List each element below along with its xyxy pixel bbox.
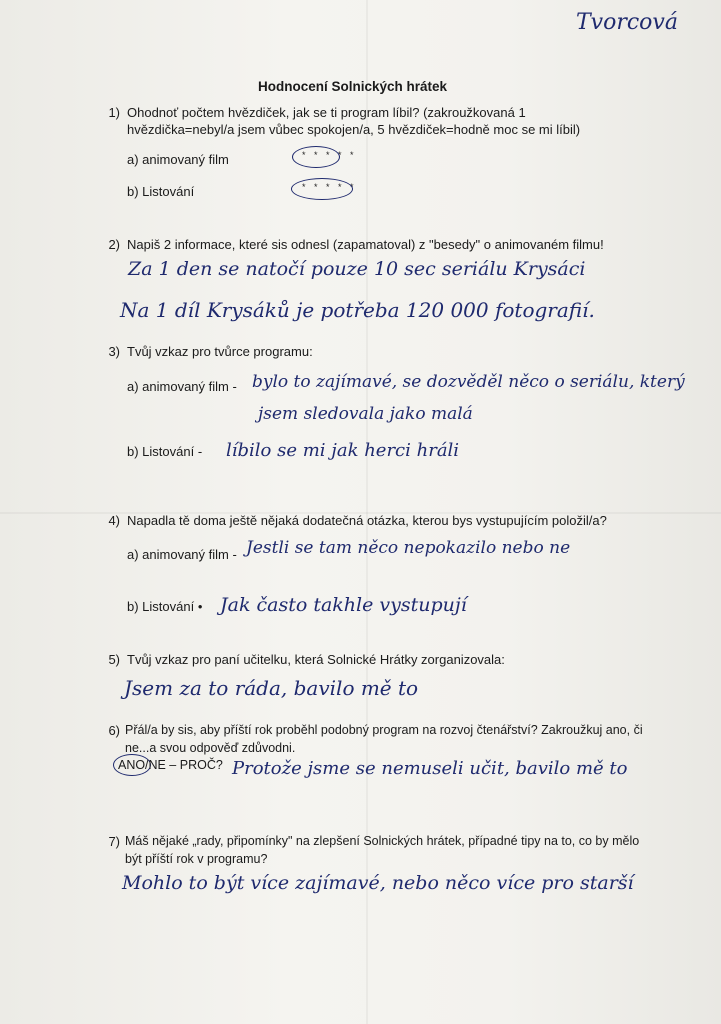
- q7-question-line-1: Máš nějaké „rady, připomínky" na zlepšení Solnických hrátek, případné tipy na to, co by mělo: [125, 834, 640, 848]
- q7-question-line-2: být příští rok v programu?: [125, 852, 268, 866]
- q3-number: 3): [108, 344, 120, 359]
- q5-number: 5): [108, 652, 120, 667]
- q1b-rating-circle: [291, 178, 353, 200]
- q1a-rating-circle: [292, 146, 340, 168]
- q3a-answer-line-2: jsem sledovala jako malá: [258, 404, 473, 424]
- q1a-label: a) animovaný film: [127, 152, 229, 167]
- q4a-answer: Jestli se tam něco nepokazilo nebo ne: [246, 538, 571, 558]
- q3-question: Tvůj vzkaz pro tvůrce programu:: [127, 344, 313, 359]
- q3b-label: b) Listování -: [127, 444, 203, 459]
- q7-number: 7): [108, 834, 120, 849]
- q6-number: 6): [108, 723, 120, 738]
- q4b-label: b) Listování •: [127, 599, 203, 614]
- student-signature: Tvorcová: [576, 10, 678, 35]
- q6-question-line-1: Přál/a by sis, aby příští rok proběhl podobný program na rozvoj čtenářství? Zakroužkuj ano, či: [125, 723, 643, 737]
- q2-question: Napiš 2 informace, které sis odnesl (zapamatoval) z "besedy" o animovaném filmu!: [127, 237, 604, 252]
- q1-question: Ohodnoť počtem hvězdiček, jak se ti program líbil? (zakroužkovaná 1 hvězdička=nebyl/a jsem vůbec spokojen/a, 5 hvězdiček=hodně moc se mi líbil): [127, 105, 581, 137]
- q1b-stars: * * * * *: [302, 182, 357, 192]
- q7-answer: Mohlo to být více zajímavé, nebo něco více pro starší: [122, 872, 634, 894]
- q5-answer: Jsem za to ráda, bavilo mě to: [124, 676, 419, 700]
- q3a-answer-line-1: bylo to zajímavé, se dozvěděl něco o seriálu, který: [252, 372, 685, 392]
- q6-option-no-why: /NE – PROČ?: [145, 758, 223, 772]
- q1a-stars: * * * * *: [302, 150, 357, 160]
- q2-answer-2: Na 1 díl Krysáků je potřeba 120 000 fotografií.: [120, 298, 595, 322]
- q1-number: 1): [108, 105, 120, 120]
- q6-option-yes: ANO: [118, 758, 146, 772]
- q5-question: Tvůj vzkaz pro paní učitelku, která Solnické Hrátky zorganizovala:: [127, 652, 505, 667]
- q3a-label: a) animovaný film -: [127, 379, 237, 394]
- q4-number: 4): [108, 513, 120, 528]
- q4b-answer: Jak často takhle vystupují: [220, 594, 467, 616]
- q4-question: Napadla tě doma ještě nějaká dodatečná otázka, kterou bys vystupujícím položil/a?: [127, 513, 607, 528]
- q2-number: 2): [108, 237, 120, 252]
- q2-answer-1: Za 1 den se natočí pouze 10 sec seriálu Krysáci: [128, 258, 586, 280]
- q6-answer: Protože jsme se nemuseli učit, bavilo mě to: [232, 758, 628, 779]
- q3b-answer: líbilo se mi jak herci hráli: [226, 440, 460, 461]
- q4a-label: a) animovaný film -: [127, 547, 237, 562]
- form-title: Hodnocení Solnických hrátek: [258, 79, 448, 94]
- q1b-label: b) Listování: [127, 184, 195, 199]
- q6-question-line-2: ne...a svou odpověď zdůvodni.: [125, 741, 296, 755]
